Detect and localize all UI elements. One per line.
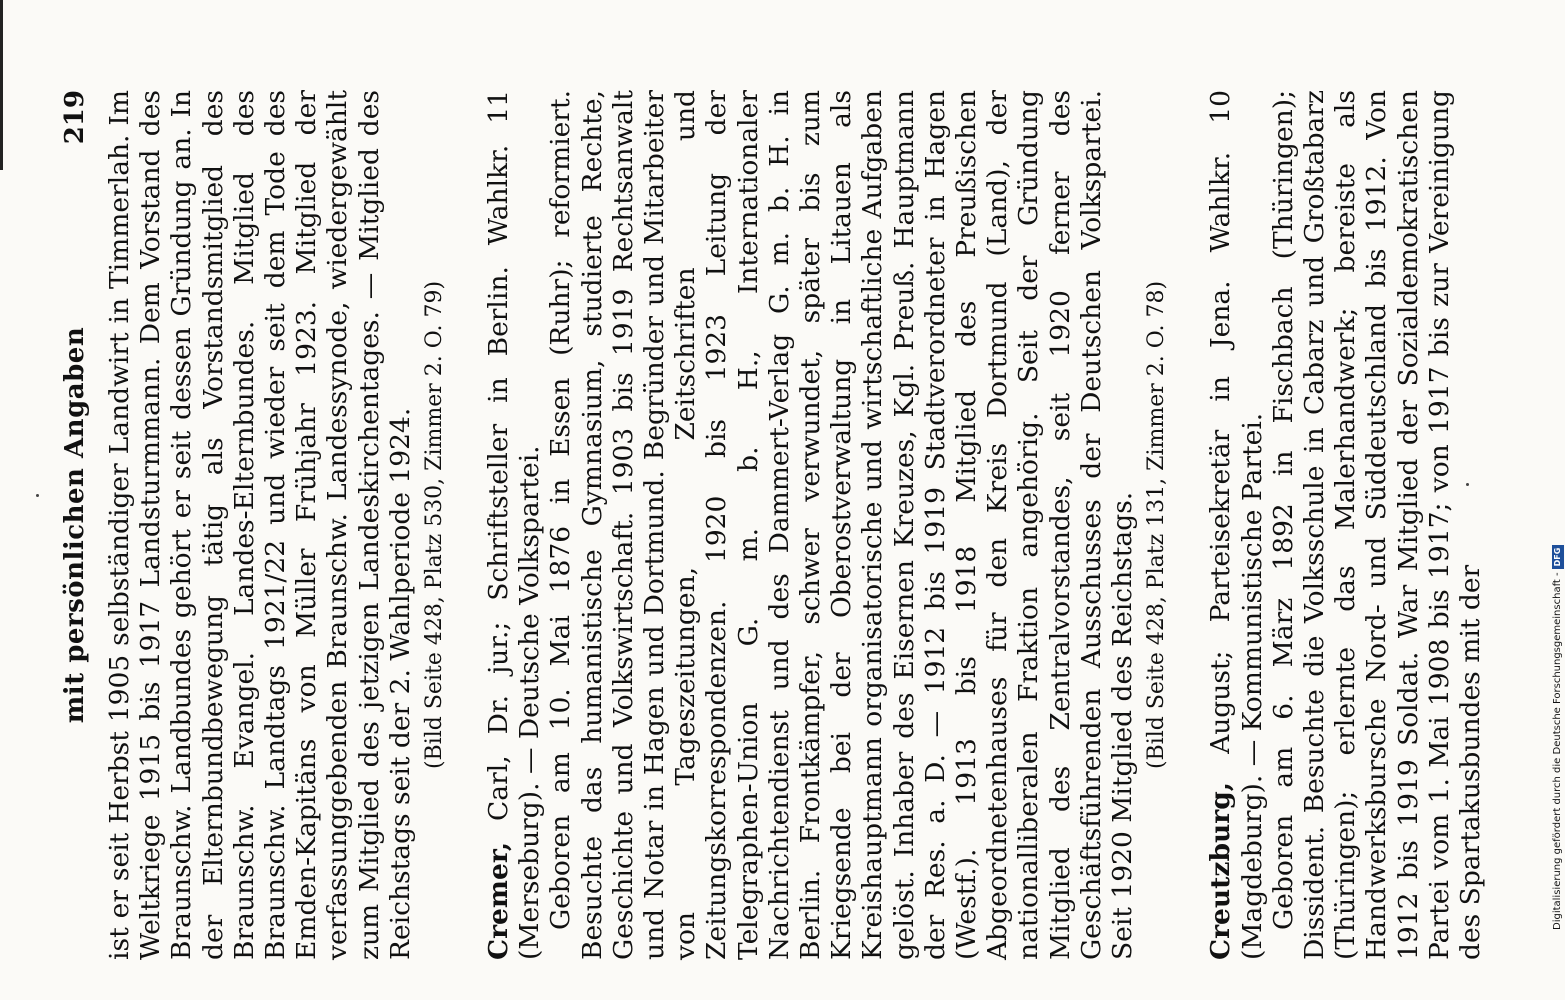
rotated-page	[60, 90, 1486, 960]
photo-reference: (Bild Seite 428, Platz 530, Zimmer 2. O. 79)	[422, 280, 448, 770]
entry-head-text: Carl, Dr. jur.; Schriftsteller in Berlin. Wahlkr. 11 (Merseburg). — Deutsche Volkspartei.	[483, 90, 546, 960]
scan-speck	[36, 494, 39, 497]
dfg-logo-icon: DFG	[1552, 545, 1564, 570]
running-title: mit persönlichen Angaben	[60, 326, 90, 724]
entry-creutzburg-head	[1205, 90, 1267, 960]
entry-cremer-body: Geboren am 10. Mai 1876 in Essen (Ruhr); reformiert. Besuchte das humanistische Gymnasium, studierte Rechte, Geschichte und Volkswirtschaft. 1903 bis 1919 Rechtsanwalt und Notar in Hagen und Dortmund. Begründer und Mitarbeiter von Tageszeitungen, Zeitschriften und Zeitungskorrespondenzen. 1920 bis 1923 Leitung der Telegraphen-Union G. m. b. H., Internationaler Nachrichtendienst und des Dammert-Verlag G. m. b. H. in Berlin. Frontkämpfer, schwer verwundet, später bis zum Kriegsende bei der Oberostverwaltung in Litauen als Kreishauptmann organisatorische und wirtschaftliche Aufgaben gelöst. Inhaber des Eisernen Kreuzes, Kgl. Preuß. Hauptmann der Res. a. D. — 1912 bis 1919 Stadtverordneter in Hagen (Westf.). 1913 bis 1918 Mitglied des Preußischen Abgeordnetenhauses für den Kreis Dortmund (Land), der nationalliberalen Fraktion angehörig. Seit der Gründung Mitglied des Zentralvorstandes, seit 1920 ferner des Geschäftsführenden Ausschusses der Deutschen Volkspartei. Seit 1920 Mitglied des Reichstags.	[545, 90, 1139, 960]
entry-head-text: August; Parteisekretär in Jena. Wahlkr. 10 (Magdeburg). — Kommunistische Partei.	[1205, 90, 1268, 960]
funding-notice	[1551, 0, 1565, 930]
scan-edge	[0, 0, 3, 170]
funding-notice-text: Digitalisierung gefördert durch die Deutsche Forschungsgemeinschaft -	[1552, 572, 1563, 930]
entry-creutzburg-body: Geboren am 6. März 1892 in Fischbach (Thüringen); Dissident. Besuchte die Volksschule in Cabarz und Großtabarz (Thüringen); erlernte das Malerhandwerk; bereiste als Handwerksbursche Nord- und Süddeutschland bis 1912. Von 1912 bis 1919 Soldat. War Mitglied der Sozialdemokratischen Partei vom 1. Mai 1908 bis 1917; von 1917 bis zur Vereinigung des Spartakusbundes mit der	[1267, 90, 1486, 960]
entry-name: Cremer,	[483, 841, 515, 960]
entry-cremer-head	[483, 90, 545, 960]
page-number: 219	[60, 90, 90, 145]
entry-continuation: ist er seit Herbst 1905 selbständiger Landwirt in Timmerlah. Im Weltkriege 1915 bis 1917 Landsturmmann. Dem Vorstand des Braunschw. Landbundes gehört er seit dessen Gründung an. In der Elternbundbewegung tätig als Vorstandsmitglied des Braunschw. Evangel. Landes-Elternbundes. Mitglied des Braunschw. Landtags 1921/22 und wieder seit dem Tode des Emden-Kapitäns von Müller Frühjahr 1923. Mitglied der verfassunggebenden Braunschw. Landessynode, wiedergewählt zum Mitglied des jetzigen Landeskirchentages. — Mitglied des Reichstags seit der 2. Wahlperiode 1924.	[104, 90, 416, 960]
page-header	[60, 90, 104, 960]
entry-name: Creutzburg,	[1205, 782, 1237, 960]
photo-reference: (Bild Seite 428, Platz 131, Zimmer 2. O. 78)	[1144, 280, 1170, 770]
